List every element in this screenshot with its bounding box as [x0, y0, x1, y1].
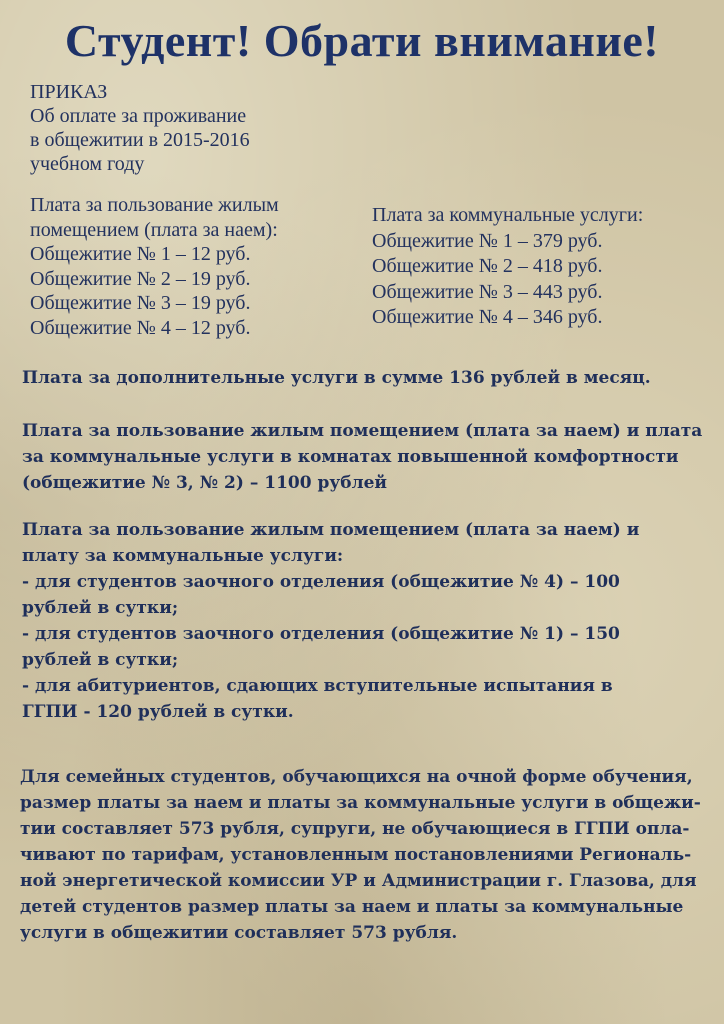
utilities-line: Общежитие № 3 – 443 руб. [372, 280, 603, 303]
family-line: детей студентов размер платы за наем и платы за коммунальные [20, 897, 684, 917]
order-line: Об оплате за проживание [30, 105, 247, 127]
order-line: учебном году [30, 153, 145, 175]
order-line: в общежитии в 2015-2016 [30, 129, 250, 151]
daily-line: Плата за пользование жилым помещением (плата за наем) и [22, 520, 640, 540]
additional-line: Плата за дополнительные услуги в сумме 136 рублей в месяц. [22, 368, 651, 388]
comfort-line: Плата за пользование жилым помещением (плата за наем) и плата [22, 421, 703, 441]
daily-line: ГГПИ - 120 рублей в сутки. [22, 702, 294, 722]
additional-services [22, 365, 651, 391]
daily-rates [22, 517, 639, 725]
family-line: размер платы за наем и платы за коммунальные услуги в общежи- [20, 793, 701, 813]
rent-line: Плата за пользование жилым [30, 194, 279, 216]
comfort-line: (общежитие № 3, № 2) – 1100 рублей [22, 473, 388, 493]
family-line: чивают по тарифам, установленным постановлениями Региональ- [20, 845, 692, 865]
comfort-line: за коммунальные услуги в комнатах повышенной комфортности [22, 447, 679, 467]
comfort-rooms [22, 418, 702, 496]
family-line: ной энергетической комиссии УР и Администрации г. Глазова, для [20, 871, 697, 891]
rent-line: помещением (плата за наем): [30, 218, 278, 241]
daily-line: плату за коммунальные услуги: [22, 546, 344, 566]
order-heading: ПРИКАЗ [30, 81, 108, 103]
daily-line: рублей в сутки; [22, 598, 179, 618]
rent-line: Общежитие № 4 – 12 руб. [30, 316, 251, 339]
family-line: услуги в общежитии составляет 573 рубля. [20, 923, 458, 943]
utilities-line: Общежитие № 1 – 379 руб. [372, 229, 603, 252]
utilities-block [372, 203, 643, 331]
daily-line: - для абитуриентов, сдающих вступительные испытания в [22, 676, 613, 696]
family-line: Для семейных студентов, обучающихся на очной форме обучения, [20, 767, 693, 787]
rent-block [30, 193, 279, 340]
daily-line: - для студентов заочного отделения (общежитие № 1) – 150 [22, 624, 620, 644]
daily-line: рублей в сутки; [22, 650, 179, 670]
daily-line: - для студентов заочного отделения (общежитие № 4) – 100 [22, 572, 620, 592]
family-line: тии составляет 573 рубля, супруги, не обучающиеся в ГГПИ опла- [20, 819, 690, 839]
page-title: Студент! Обрати внимание! [64, 15, 660, 66]
utilities-line: Общежитие № 2 – 418 руб. [372, 255, 603, 277]
rent-line: Общежитие № 2 – 19 руб. [30, 267, 251, 290]
utilities-line: Плата за коммунальные услуги: [372, 204, 644, 226]
rent-line: Общежитие № 1 – 12 руб. [30, 243, 251, 265]
rent-line: Общежитие № 3 – 19 руб. [30, 292, 251, 314]
utilities-line: Общежитие № 4 – 346 руб. [372, 306, 603, 328]
order-block [30, 80, 250, 176]
family-students [20, 764, 701, 946]
